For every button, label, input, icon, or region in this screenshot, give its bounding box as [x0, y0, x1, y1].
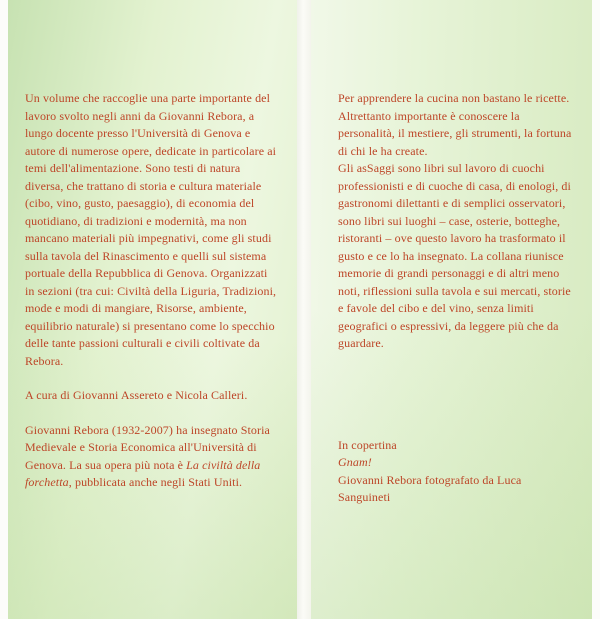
- cover-credit-photographer: Giovanni Rebora fotografato da Luca Sanguineti: [338, 472, 522, 504]
- cover-credit-block: [338, 437, 576, 507]
- right-flap-intro-paragraph: Per apprendere la cucina non bastano le ricette. Altrettanto importante è conoscere la personalità, il mestiere, gli strumenti, la fortuna di chi le ha create.: [338, 91, 572, 158]
- left-flap: [8, 0, 297, 619]
- author-bio-book-title: La civiltà della forchetta: [25, 457, 261, 489]
- right-flap-series-paragraph: Gli asSaggi sono libri sul lavoro di cuochi professionisti e di cuoche di casa, di enologi, di gastronomi dilettanti e di semplici osservatori, sono libri sui luoghi – case, osterie, botteghe, ristoranti – ove questo lavoro ha trasformato il gusto e ce lo ha insegnato. La collana riunisce memorie di grandi personaggi e di altri meno noti, riflessioni sulla tavola e sui mercati, storie e favole del cibo e del vino, senza limiti geografici o espressivi, da leggere più che da guardare.: [338, 161, 571, 350]
- author-bio-text-start: Giovanni Rebora (1932-2007) ha insegnato Storia Medievale e Storia Economica all'Università di Genova. La sua opera più nota è: [25, 422, 270, 472]
- left-flap-text: [25, 90, 279, 492]
- editors-credit-line: A cura di Giovanni Assereto e Nicola Calleri.: [25, 388, 248, 402]
- flap-gutter: [297, 0, 311, 619]
- author-bio-paragraph: [25, 422, 279, 492]
- right-flap: [311, 0, 592, 619]
- right-flap-text: [338, 90, 576, 507]
- cover-credit-title: Gnam!: [338, 455, 372, 469]
- cover-credit-label: In copertina: [338, 437, 397, 452]
- left-flap-main-paragraph: Un volume che raccoglie una parte importante del lavoro svolto negli anni da Giovanni Rebora, a lungo docente presso l'Università di Genova e autore di numerose opere, dedicate in particolare ai temi dell'alimentazione. Sono testi di natura diversa, che trattano di storia e cultura materiale (cibo, vino, gusto, paesaggio), di economia del quotidiano, di tradizioni e modernità, ma non mancano materiali più impegnativi, come gli studi sulla tavola del Rinascimento e quelli sul sistema portuale della Repubblica di Genova. Organizzati in sezioni (tra cui: Civiltà della Liguria, Tradizioni, mode e modi di mangiare, Risorse, ambiente, equilibrio naturale) si presentano come lo specchio delle tante passioni culturali e civili coltivate da Rebora.: [25, 91, 277, 368]
- author-bio-text-end: , pubblicata anche negli Stati Uniti.: [68, 475, 243, 489]
